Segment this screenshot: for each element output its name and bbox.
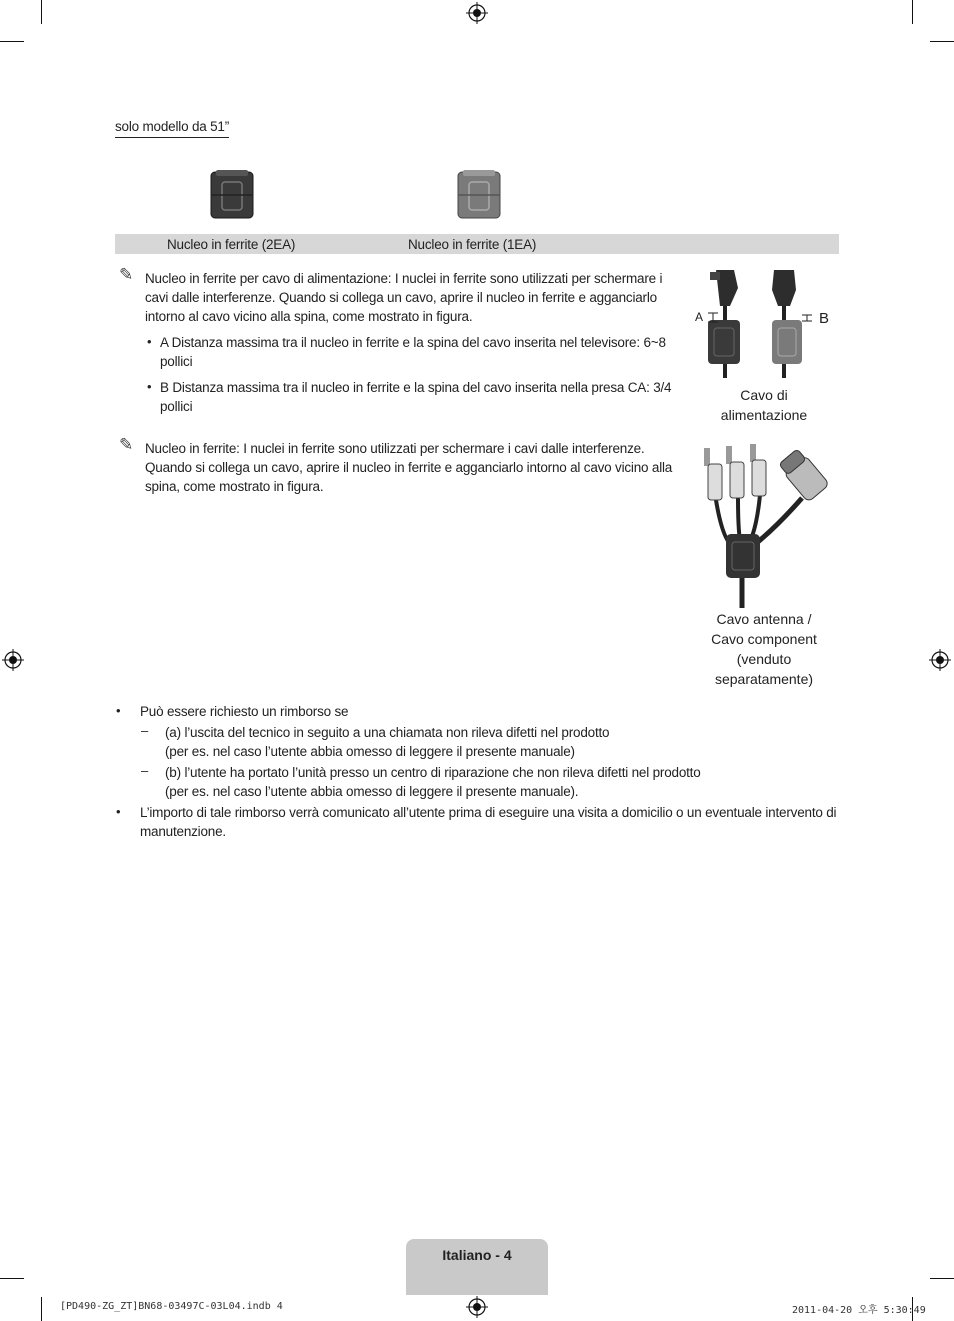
list-item [160, 378, 675, 416]
ferrite-item-label: Nucleo in ferrite (1EA) [408, 237, 537, 252]
note-text: Nucleo in ferrite: I nuclei in ferrite sono utilizzati per schermare i cavi dalle interferenze. Quando si collega un cavo, aprire il nucleo in ferrite e agganciarlo intorno al cavo vicino alla spina, come mostrato in figura. [145, 441, 673, 494]
crop-mark [0, 41, 24, 42]
bullet-icon: • [147, 334, 152, 349]
ferrite-core-gray-icon [457, 170, 501, 220]
bullet-letter: A [160, 335, 169, 350]
bullet-icon: • [116, 703, 121, 718]
figure-caption: Cavo antenna / Cavo component [711, 611, 817, 647]
component-cable-illustration [694, 440, 834, 610]
file-info: [PD490-ZG_ZT]BN68-03497C-03L04.indb 4 [60, 1301, 283, 1312]
crop-mark [0, 1278, 24, 1279]
list-item [160, 333, 675, 371]
refund-sub-item: (a) l’uscita del tecnico in seguito a una chiamata non rileva difetti nel prodotto [165, 725, 610, 740]
registration-mark-icon [2, 649, 24, 671]
registration-mark-icon [929, 649, 951, 671]
bullet-text: Distanza massima tra il nucleo in ferrite e la spina del cavo inserita nel televisore: 6~8 pollici [160, 335, 666, 369]
bullet-icon: • [147, 379, 152, 394]
label-a: A [695, 310, 704, 324]
timestamp: 2011-04-20 오후 5:30:49 [792, 1305, 926, 1316]
bullet-icon: • [116, 804, 121, 819]
registration-mark-icon [466, 1296, 488, 1318]
refund-sub-item: (per es. nel caso l’utente abbia omesso di leggere il presente manuale). [165, 784, 579, 799]
crop-mark [912, 0, 913, 24]
registration-mark-icon [466, 2, 488, 24]
bullet-text: Distanza massima tra il nucleo in ferrite e la spina del cavo inserita nella presa CA: 3/4 pollici [160, 380, 672, 414]
note-text: Nucleo in ferrite per cavo di alimentazione: I nuclei in ferrite sono utilizzati per schermare i cavi dalle interferenze. Quando si collega un cavo, aprire il nucleo in ferrite e agganciarlo intorno al cavo vicino alla spina, come mostrato in figura. [145, 271, 663, 324]
note-pencil-icon: ✎ [119, 435, 134, 454]
model-note: solo modello da 51” [115, 117, 229, 138]
refund-sub-item: (b) l’utente ha portato l’unità presso un centro di riparazione che non rileva difetti nel prodotto [165, 765, 701, 780]
refund-intro: Può essere richiesto un rimborso se [140, 704, 349, 719]
dash-icon: – [141, 763, 149, 778]
crop-mark [41, 1297, 42, 1321]
figure-caption: Cavo di alimentazione [720, 387, 808, 423]
note-pencil-icon: ✎ [119, 265, 134, 284]
dash-icon: – [141, 723, 149, 738]
power-cable-illustration [694, 266, 834, 378]
refund-sub-item: (per es. nel caso l’utente abbia omesso di leggere il presente manuale) [165, 744, 575, 759]
refund-closing: L’importo di tale rimborso verrà comunicato all’utente prima di eseguire una visita a domicilio o un eventuale intervento di manutenzione. [140, 805, 837, 839]
bullet-letter: B [160, 380, 169, 395]
ferrite-core-dark-icon [210, 170, 254, 220]
crop-mark [41, 0, 42, 24]
page-label: Italiano - 4 [442, 1247, 512, 1263]
crop-mark [930, 41, 954, 42]
label-b: B [819, 310, 830, 327]
figure-caption: (venduto separatamente) [714, 651, 814, 687]
ferrite-item-label: Nucleo in ferrite (2EA) [167, 237, 296, 252]
crop-mark [930, 1278, 954, 1279]
